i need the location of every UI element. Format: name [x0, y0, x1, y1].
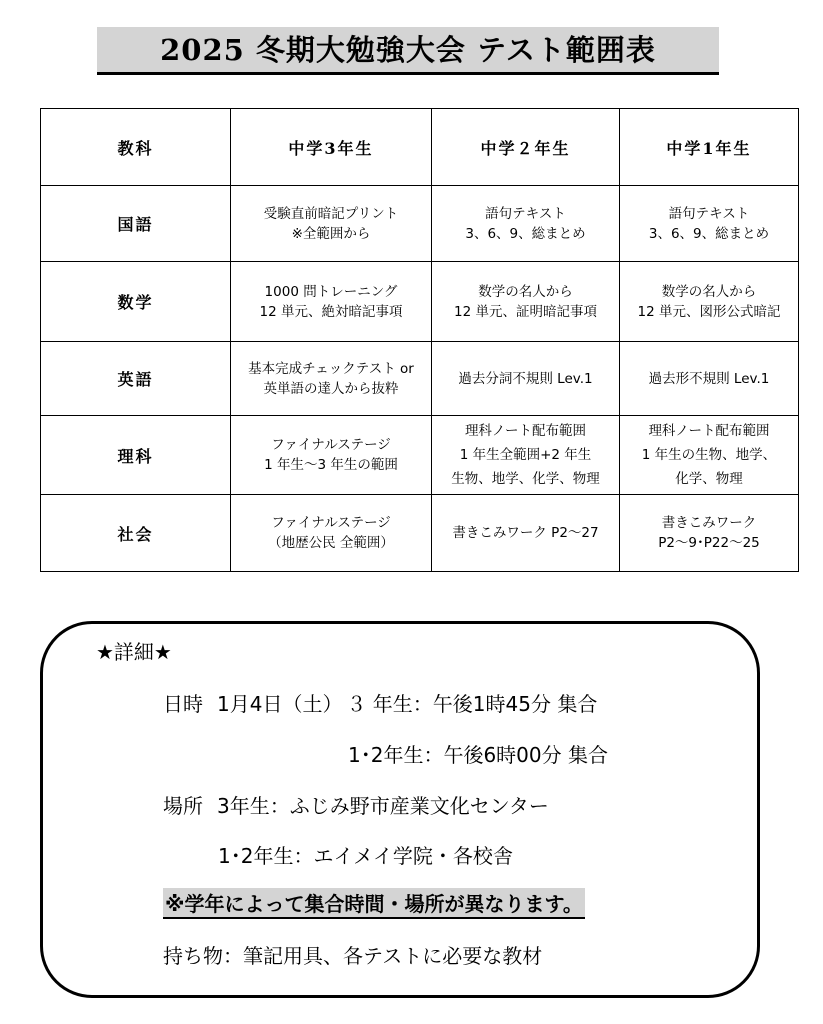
- place-label: 場所: [163, 794, 203, 818]
- grade2-cell: 書きこみワーク P2～27: [432, 495, 620, 572]
- table-row: [41, 495, 799, 572]
- grade2-cell: 過去分詞不規則 Lev.1: [432, 342, 620, 416]
- grade3-cell: ファイナルステージ 1 年生～3 年生の範囲: [231, 416, 432, 495]
- table-header-row: [41, 109, 799, 186]
- grade3-cell: ファイナルステージ （地歴公民 全範囲）: [231, 495, 432, 572]
- subject-cell: 社会: [41, 495, 231, 572]
- grade1-cell: 数学の名人から 12 単元、図形公式暗記: [620, 262, 799, 342]
- grade3-cell: 1000 問トレーニング 12 単元、絶対暗記事項: [231, 262, 432, 342]
- grade12-time: 1･2年生：午後6時00分 集合: [348, 743, 608, 767]
- subject-cell: 数学: [41, 262, 231, 342]
- grade12-place: 1･2年生：エイメイ学院・各校舎: [218, 844, 513, 868]
- table-row: [41, 416, 799, 495]
- note-highlight: ※学年によって集合時間・場所が異なります。: [163, 888, 585, 919]
- table-row: [41, 342, 799, 416]
- grade1-cell: 理科ノート配布範囲 1 年生の生物、地学、 化学、物理: [620, 416, 799, 495]
- table-row: [41, 186, 799, 262]
- event-date: 1月4日（土）: [217, 692, 343, 716]
- page-title: 2025 冬期大勉強大会 テスト範囲表: [97, 27, 719, 75]
- header-grade3: 中学3年生: [231, 109, 432, 186]
- test-range-table: [40, 108, 799, 572]
- grade3-cell: 基本完成チェックテスト or 英単語の達人から抜粋: [231, 342, 432, 416]
- grade1-cell: 語句テキスト 3、6、9、総まとめ: [620, 186, 799, 262]
- subject-cell: 理科: [41, 416, 231, 495]
- grade3-time: ３ 年生：午後1時45分 集合: [346, 692, 598, 716]
- table-row: [41, 262, 799, 342]
- grade3-place: 3年生：ふじみ野市産業文化センター: [217, 794, 549, 818]
- grade3-cell: 受験直前暗記プリント ※全範囲から: [231, 186, 432, 262]
- grade2-cell: 理科ノート配布範囲 1 年生全範囲+2 年生 生物、地学、化学、物理: [432, 416, 620, 495]
- header-grade1: 中学1年生: [620, 109, 799, 186]
- subject-cell: 国語: [41, 186, 231, 262]
- belongings-line: 持ち物：筆記用具、各テストに必要な教材: [163, 944, 543, 968]
- place-line: [163, 790, 549, 819]
- subject-cell: 英語: [41, 342, 231, 416]
- grade2-cell: 数学の名人から 12 単元、証明暗記事項: [432, 262, 620, 342]
- header-subject: 教科: [41, 109, 231, 186]
- datetime-label: 日時: [163, 692, 203, 716]
- grade1-cell: 過去形不規則 Lev.1: [620, 342, 799, 416]
- details-box: [40, 621, 760, 998]
- details-heading: ★詳細★: [96, 640, 172, 664]
- datetime-line: [163, 688, 597, 717]
- grade2-cell: 語句テキスト 3、6、9、総まとめ: [432, 186, 620, 262]
- grade1-cell: 書きこみワーク P2～9･P22～25: [620, 495, 799, 572]
- header-grade2: 中学２年生: [432, 109, 620, 186]
